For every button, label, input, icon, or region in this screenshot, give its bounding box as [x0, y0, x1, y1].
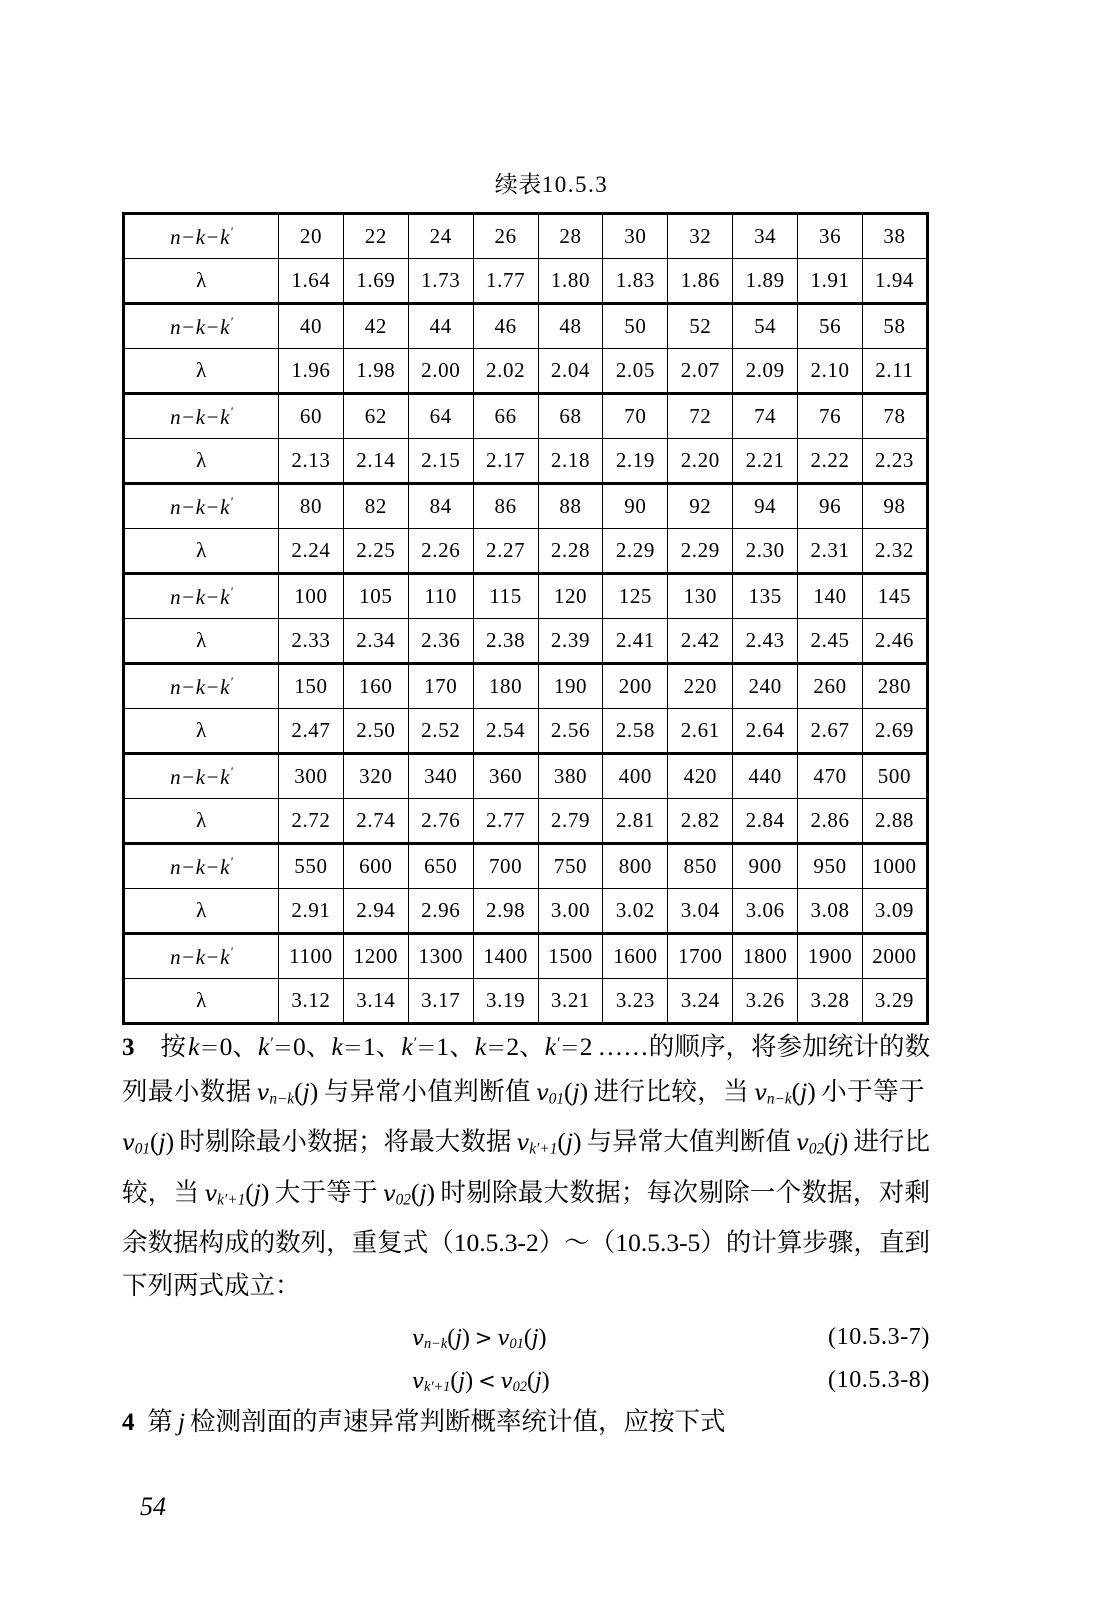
table-cell-n: 150 — [279, 664, 344, 709]
table-row — [124, 394, 928, 439]
table-cell-n: 64 — [408, 394, 473, 439]
item-number-4: 4 — [122, 1409, 135, 1436]
table-cell-lambda: 2.26 — [408, 529, 473, 574]
table-cell-lambda: 2.38 — [473, 619, 538, 664]
table-cell-lambda: 2.39 — [538, 619, 603, 664]
table-cell-n: 78 — [863, 394, 928, 439]
table-row — [124, 799, 928, 844]
row-header-lambda: λ — [124, 619, 279, 664]
lambda-table — [122, 212, 929, 1025]
equation-block — [122, 1316, 930, 1402]
table-cell-n: 20 — [279, 214, 344, 259]
table-cell-n: 46 — [473, 304, 538, 349]
table-cell-n: 34 — [733, 214, 798, 259]
table-cell-n: 22 — [343, 214, 408, 259]
table-cell-n: 340 — [408, 754, 473, 799]
table-cell-lambda: 2.61 — [668, 709, 733, 754]
table-cell-lambda: 2.82 — [668, 799, 733, 844]
table-row — [124, 529, 928, 574]
table-cell-n: 220 — [668, 664, 733, 709]
table-row — [124, 889, 928, 934]
table-cell-n: 88 — [538, 484, 603, 529]
table-cell-n: 470 — [798, 754, 863, 799]
table-cell-n: 2000 — [863, 934, 928, 979]
page-number: 54 — [140, 1492, 166, 1521]
table-row — [124, 349, 928, 394]
table-cell-lambda: 1.83 — [603, 259, 668, 304]
table-cell-n: 1400 — [473, 934, 538, 979]
equation-1-tag: (10.5.3-7) — [828, 1324, 930, 1350]
table-cell-lambda: 2.17 — [473, 439, 538, 484]
table-cell-lambda: 2.29 — [668, 529, 733, 574]
table-cell-n: 24 — [408, 214, 473, 259]
table-cell-n: 110 — [408, 574, 473, 619]
table-cell-lambda: 1.98 — [343, 349, 408, 394]
table-cell-n: 420 — [668, 754, 733, 799]
table-cell-lambda: 2.11 — [863, 349, 928, 394]
table-cell-n: 400 — [603, 754, 668, 799]
table-cell-n: 76 — [798, 394, 863, 439]
table-row — [124, 934, 928, 979]
table-cell-lambda: 3.29 — [863, 979, 928, 1024]
table-cell-lambda: 2.25 — [343, 529, 408, 574]
table-cell-lambda: 2.18 — [538, 439, 603, 484]
table-cell-n: 1900 — [798, 934, 863, 979]
table-cell-lambda: 3.21 — [538, 979, 603, 1024]
row-header-lambda: λ — [124, 889, 279, 934]
table-cell-n: 68 — [538, 394, 603, 439]
table-cell-n: 160 — [343, 664, 408, 709]
table-cell-n: 36 — [798, 214, 863, 259]
equation-1-expression: vn−k(j) > v01(j) — [412, 1325, 547, 1353]
table-cell-n: 98 — [863, 484, 928, 529]
table-cell-lambda: 3.28 — [798, 979, 863, 1024]
table-cell-n: 48 — [538, 304, 603, 349]
table-cell-lambda: 3.19 — [473, 979, 538, 1024]
table-cell-n: 56 — [798, 304, 863, 349]
table-cell-n: 600 — [343, 844, 408, 889]
table-cell-n: 500 — [863, 754, 928, 799]
table-cell-n: 74 — [733, 394, 798, 439]
row-header-n: n−k−k′ — [124, 394, 279, 439]
table-cell-n: 900 — [733, 844, 798, 889]
table-cell-lambda: 2.05 — [603, 349, 668, 394]
table-cell-lambda: 3.23 — [603, 979, 668, 1024]
table-cell-lambda: 2.36 — [408, 619, 473, 664]
table-cell-n: 100 — [279, 574, 344, 619]
table-row — [124, 844, 928, 889]
table-cell-lambda: 3.14 — [343, 979, 408, 1024]
table-cell-lambda: 2.45 — [798, 619, 863, 664]
table-cell-n: 1300 — [408, 934, 473, 979]
table-cell-n: 145 — [863, 574, 928, 619]
equation-2-tag: (10.5.3-8) — [828, 1367, 930, 1393]
table-cell-lambda: 1.64 — [279, 259, 344, 304]
table-cell-lambda: 3.08 — [798, 889, 863, 934]
table-cell-lambda: 3.26 — [733, 979, 798, 1024]
table-cell-lambda: 3.04 — [668, 889, 733, 934]
table-cell-n: 42 — [343, 304, 408, 349]
table-cell-lambda: 2.42 — [668, 619, 733, 664]
row-header-n: n−k−k′ — [124, 484, 279, 529]
table-cell-n: 120 — [538, 574, 603, 619]
table-cell-lambda: 2.84 — [733, 799, 798, 844]
paragraph-item-4-block — [122, 1400, 930, 1444]
table-title-number: 10.5.3 — [541, 172, 609, 197]
table-cell-lambda: 2.28 — [538, 529, 603, 574]
row-header-n: n−k−k′ — [124, 754, 279, 799]
table-cell-n: 200 — [603, 664, 668, 709]
paragraph-item-4: 4 第 j 检测剖面的声速异常判断概率统计值，应按下式 — [122, 1407, 726, 1436]
table-cell-lambda: 2.24 — [279, 529, 344, 574]
table-cell-lambda: 2.64 — [733, 709, 798, 754]
table-cell-n: 440 — [733, 754, 798, 799]
table-cell-lambda: 2.31 — [798, 529, 863, 574]
row-header-lambda: λ — [124, 259, 279, 304]
table-cell-lambda: 2.72 — [279, 799, 344, 844]
table-cell-lambda: 1.86 — [668, 259, 733, 304]
table-cell-n: 86 — [473, 484, 538, 529]
table-cell-lambda: 2.86 — [798, 799, 863, 844]
table-row — [124, 259, 928, 304]
table-cell-lambda: 2.67 — [798, 709, 863, 754]
table-cell-lambda: 2.43 — [733, 619, 798, 664]
table-cell-n: 54 — [733, 304, 798, 349]
table-cell-n: 92 — [668, 484, 733, 529]
table-row — [124, 664, 928, 709]
table-cell-n: 240 — [733, 664, 798, 709]
table-cell-n: 1500 — [538, 934, 603, 979]
row-header-lambda: λ — [124, 529, 279, 574]
table-cell-lambda: 1.73 — [408, 259, 473, 304]
table-cell-n: 750 — [538, 844, 603, 889]
table-cell-n: 115 — [473, 574, 538, 619]
table-cell-n: 125 — [603, 574, 668, 619]
table-cell-lambda: 2.07 — [668, 349, 733, 394]
table-cell-n: 1800 — [733, 934, 798, 979]
table-cell-lambda: 2.22 — [798, 439, 863, 484]
table-cell-lambda: 2.29 — [603, 529, 668, 574]
table-cell-lambda: 2.58 — [603, 709, 668, 754]
table-cell-n: 1200 — [343, 934, 408, 979]
equation-2-expression: vk′+1(j) < v02(j) — [412, 1368, 550, 1396]
table-cell-lambda: 2.50 — [343, 709, 408, 754]
table-title — [0, 166, 1103, 199]
row-header-n: n−k−k′ — [124, 574, 279, 619]
lambda-table-container — [122, 212, 926, 1025]
row-header-lambda: λ — [124, 349, 279, 394]
table-cell-lambda: 2.98 — [473, 889, 538, 934]
table-row — [124, 484, 928, 529]
equation-row-2 — [122, 1359, 930, 1402]
table-cell-lambda: 2.77 — [473, 799, 538, 844]
table-cell-n: 52 — [668, 304, 733, 349]
table-cell-n: 380 — [538, 754, 603, 799]
table-cell-n: 40 — [279, 304, 344, 349]
paragraph-item-3: 3 按 k＝0、k′＝0、k＝1、k′＝1、k＝2、k′＝2 ……的顺序，将参加统计的数列最小数据 vn−k(j) 与异常小值判断值 v01(j) 进行比较，当 vn−k(j) 小于等于 v01(j) 时剔除最小数据；将最大数据 vk′+1(j) 与异常大值判断值 v02(j) 进行比较，当 vk′+1(j) 大于等于 v02(j) 时剔除最大数据；每次剔除一个数据，对剩余数据构成的数列，重复式（10.5.3-2）～（10.5.3-5）的计算步骤，直到下列两式成立： — [122, 1032, 931, 1301]
table-cell-n: 700 — [473, 844, 538, 889]
table-cell-n: 135 — [733, 574, 798, 619]
table-cell-lambda: 2.88 — [863, 799, 928, 844]
table-cell-n: 32 — [668, 214, 733, 259]
table-cell-n: 70 — [603, 394, 668, 439]
table-cell-n: 300 — [279, 754, 344, 799]
row-header-n: n−k−k′ — [124, 664, 279, 709]
table-cell-lambda: 1.89 — [733, 259, 798, 304]
table-cell-lambda: 2.10 — [798, 349, 863, 394]
table-cell-n: 72 — [668, 394, 733, 439]
table-cell-lambda: 2.34 — [343, 619, 408, 664]
table-cell-lambda: 2.94 — [343, 889, 408, 934]
table-cell-n: 140 — [798, 574, 863, 619]
table-cell-lambda: 2.74 — [343, 799, 408, 844]
table-cell-lambda: 2.21 — [733, 439, 798, 484]
table-cell-n: 28 — [538, 214, 603, 259]
table-cell-lambda: 2.69 — [863, 709, 928, 754]
table-cell-n: 800 — [603, 844, 668, 889]
table-cell-lambda: 2.00 — [408, 349, 473, 394]
table-cell-n: 30 — [603, 214, 668, 259]
table-cell-lambda: 2.20 — [668, 439, 733, 484]
table-cell-lambda: 3.06 — [733, 889, 798, 934]
table-cell-lambda: 2.81 — [603, 799, 668, 844]
table-cell-lambda: 3.00 — [538, 889, 603, 934]
table-cell-n: 1000 — [863, 844, 928, 889]
row-header-n: n−k−k′ — [124, 844, 279, 889]
table-cell-n: 180 — [473, 664, 538, 709]
table-cell-lambda: 2.41 — [603, 619, 668, 664]
table-row — [124, 214, 928, 259]
table-cell-n: 90 — [603, 484, 668, 529]
table-cell-lambda: 2.14 — [343, 439, 408, 484]
row-header-n: n−k−k′ — [124, 214, 279, 259]
table-cell-n: 50 — [603, 304, 668, 349]
table-cell-lambda: 1.96 — [279, 349, 344, 394]
table-cell-n: 26 — [473, 214, 538, 259]
table-cell-lambda: 1.69 — [343, 259, 408, 304]
row-header-lambda: λ — [124, 439, 279, 484]
table-row — [124, 619, 928, 664]
table-cell-n: 650 — [408, 844, 473, 889]
row-header-lambda: λ — [124, 709, 279, 754]
table-title-label: 续表 — [494, 172, 542, 197]
table-cell-n: 84 — [408, 484, 473, 529]
row-header-lambda: λ — [124, 799, 279, 844]
table-cell-n: 60 — [279, 394, 344, 439]
table-cell-n: 360 — [473, 754, 538, 799]
table-cell-lambda: 2.46 — [863, 619, 928, 664]
row-header-n: n−k−k′ — [124, 304, 279, 349]
table-cell-n: 130 — [668, 574, 733, 619]
body-text-block — [122, 1022, 930, 1307]
row-header-n: n−k−k′ — [124, 934, 279, 979]
table-cell-lambda: 2.04 — [538, 349, 603, 394]
table-cell-lambda: 2.15 — [408, 439, 473, 484]
table-cell-lambda: 2.19 — [603, 439, 668, 484]
table-cell-lambda: 3.02 — [603, 889, 668, 934]
table-cell-lambda: 3.12 — [279, 979, 344, 1024]
table-cell-lambda: 2.13 — [279, 439, 344, 484]
table-cell-n: 260 — [798, 664, 863, 709]
table-cell-lambda: 2.54 — [473, 709, 538, 754]
equation-row-1 — [122, 1316, 930, 1359]
lambda-table-body — [124, 214, 928, 1024]
table-cell-lambda: 1.91 — [798, 259, 863, 304]
table-row — [124, 439, 928, 484]
table-cell-n: 58 — [863, 304, 928, 349]
table-cell-lambda: 2.47 — [279, 709, 344, 754]
table-cell-n: 94 — [733, 484, 798, 529]
table-cell-lambda: 2.96 — [408, 889, 473, 934]
table-cell-lambda: 2.30 — [733, 529, 798, 574]
table-cell-n: 950 — [798, 844, 863, 889]
table-row — [124, 709, 928, 754]
table-cell-lambda: 2.27 — [473, 529, 538, 574]
table-cell-lambda: 3.24 — [668, 979, 733, 1024]
table-cell-n: 320 — [343, 754, 408, 799]
table-cell-n: 1100 — [279, 934, 344, 979]
table-cell-n: 44 — [408, 304, 473, 349]
table-cell-lambda: 1.80 — [538, 259, 603, 304]
table-cell-n: 82 — [343, 484, 408, 529]
table-row — [124, 574, 928, 619]
table-cell-lambda: 2.02 — [473, 349, 538, 394]
table-cell-lambda: 2.76 — [408, 799, 473, 844]
table-cell-lambda: 2.52 — [408, 709, 473, 754]
table-row — [124, 979, 928, 1024]
table-cell-n: 62 — [343, 394, 408, 439]
table-cell-n: 550 — [279, 844, 344, 889]
table-cell-n: 850 — [668, 844, 733, 889]
table-cell-lambda: 2.56 — [538, 709, 603, 754]
table-cell-lambda: 2.09 — [733, 349, 798, 394]
table-cell-lambda: 2.91 — [279, 889, 344, 934]
table-cell-lambda: 3.09 — [863, 889, 928, 934]
table-cell-n: 66 — [473, 394, 538, 439]
table-cell-lambda: 2.23 — [863, 439, 928, 484]
table-cell-n: 105 — [343, 574, 408, 619]
table-cell-lambda: 1.94 — [863, 259, 928, 304]
table-cell-lambda: 2.33 — [279, 619, 344, 664]
table-cell-lambda: 2.79 — [538, 799, 603, 844]
table-cell-n: 1700 — [668, 934, 733, 979]
item-number-3: 3 — [122, 1034, 135, 1062]
table-row — [124, 754, 928, 799]
table-cell-lambda: 2.32 — [863, 529, 928, 574]
table-cell-n: 38 — [863, 214, 928, 259]
table-cell-n: 190 — [538, 664, 603, 709]
table-cell-lambda: 1.77 — [473, 259, 538, 304]
table-cell-n: 1600 — [603, 934, 668, 979]
table-cell-lambda: 3.17 — [408, 979, 473, 1024]
row-header-lambda: λ — [124, 979, 279, 1024]
table-cell-n: 170 — [408, 664, 473, 709]
table-row — [124, 304, 928, 349]
table-cell-n: 96 — [798, 484, 863, 529]
table-cell-n: 280 — [863, 664, 928, 709]
table-cell-n: 80 — [279, 484, 344, 529]
